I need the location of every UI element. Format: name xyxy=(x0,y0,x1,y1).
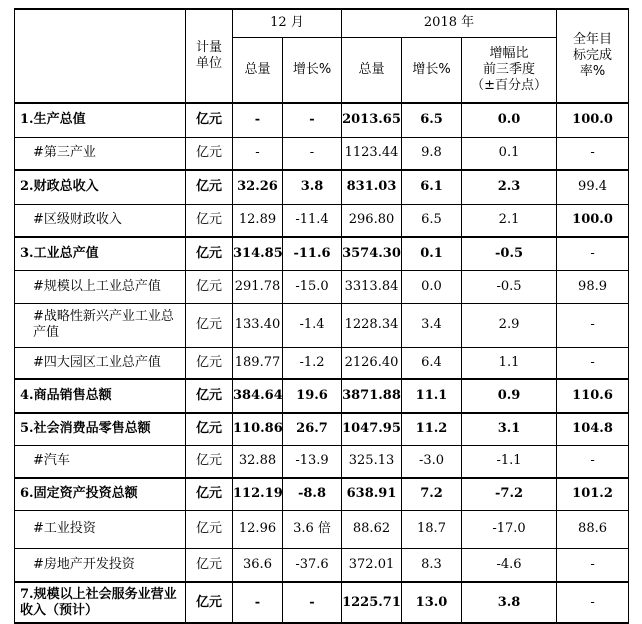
header-year-total: 总量 xyxy=(342,37,402,103)
header-unit-line2: 单位 xyxy=(195,56,222,71)
row-change: -17.0 xyxy=(462,510,557,548)
row-unit: 亿元 xyxy=(186,478,233,510)
table-row xyxy=(15,413,629,445)
row-year-growth: 0.0 xyxy=(402,270,462,303)
row-change: -0.5 xyxy=(462,237,557,270)
row-target: 104.8 xyxy=(557,413,629,445)
row-target: - xyxy=(557,445,629,478)
row-dec-total: 314.85 xyxy=(233,237,283,270)
row-unit: 亿元 xyxy=(186,237,233,270)
row-dec-total: 36.6 xyxy=(233,548,283,582)
row-dec-total: 12.89 xyxy=(233,204,283,237)
row-target: 100.0 xyxy=(557,204,629,237)
row-change: -7.2 xyxy=(462,478,557,510)
row-year-total: 3871.88 xyxy=(342,379,402,413)
row-unit: 亿元 xyxy=(186,103,233,137)
row-change: 2.9 xyxy=(462,303,557,347)
header-unit xyxy=(186,9,233,103)
row-dec-growth: - xyxy=(283,582,342,623)
row-dec-total: 189.77 xyxy=(233,347,283,379)
header-unit-line1: 计量 xyxy=(195,40,222,55)
row-unit: 亿元 xyxy=(186,270,233,303)
header-indicator-cell xyxy=(15,9,186,103)
table-row xyxy=(15,270,629,303)
row-dec-growth: -11.6 xyxy=(283,237,342,270)
row-year-growth: 13.0 xyxy=(402,582,462,623)
row-year-total: 372.01 xyxy=(342,548,402,582)
row-dec-total: - xyxy=(233,103,283,137)
table-row xyxy=(15,237,629,270)
row-label: 4.商品销售总额 xyxy=(15,379,186,413)
row-dec-total: 32.88 xyxy=(233,445,283,478)
row-change: 0.1 xyxy=(462,137,557,170)
row-year-growth: 9.8 xyxy=(402,137,462,170)
row-unit: 亿元 xyxy=(186,582,233,623)
row-target: 101.2 xyxy=(557,478,629,510)
row-label: #汽车 xyxy=(15,445,186,478)
row-year-total: 3313.84 xyxy=(342,270,402,303)
row-unit: 亿元 xyxy=(186,303,233,347)
row-dec-growth: - xyxy=(283,137,342,170)
row-year-growth: 18.7 xyxy=(402,510,462,548)
row-target: 88.6 xyxy=(557,510,629,548)
row-label: #四大园区工业总产值 xyxy=(15,347,186,379)
row-dec-growth: -1.2 xyxy=(283,347,342,379)
row-change: 2.3 xyxy=(462,170,557,204)
row-year-growth: 11.2 xyxy=(402,413,462,445)
row-unit: 亿元 xyxy=(186,413,233,445)
row-year-total: 3574.30 xyxy=(342,237,402,270)
row-target: - xyxy=(557,303,629,347)
row-year-growth: 6.5 xyxy=(402,103,462,137)
row-unit: 亿元 xyxy=(186,347,233,379)
row-year-total: 831.03 xyxy=(342,170,402,204)
row-dec-total: 112.19 xyxy=(233,478,283,510)
table-row xyxy=(15,379,629,413)
row-dec-growth: -13.9 xyxy=(283,445,342,478)
row-label: #规模以上工业总产值 xyxy=(15,270,186,303)
row-label: #工业投资 xyxy=(15,510,186,548)
row-target: - xyxy=(557,582,629,623)
row-unit: 亿元 xyxy=(186,548,233,582)
row-label: #战略性新兴产业工业总产值 xyxy=(15,303,186,347)
row-dec-growth: 19.6 xyxy=(283,379,342,413)
table-row xyxy=(15,137,629,170)
header-dec-growth: 增长% xyxy=(283,37,342,103)
table-row xyxy=(15,103,629,137)
row-year-growth: -3.0 xyxy=(402,445,462,478)
header-target-line1: 全年目 xyxy=(573,32,613,47)
row-change: 0.0 xyxy=(462,103,557,137)
row-dec-total: 291.78 xyxy=(233,270,283,303)
header-year-growth: 增长% xyxy=(402,37,462,103)
row-year-total: 296.80 xyxy=(342,204,402,237)
row-year-total: 2013.65 xyxy=(342,103,402,137)
row-label: 2.财政总收入 xyxy=(15,170,186,204)
row-change: 1.1 xyxy=(462,347,557,379)
row-change: -4.6 xyxy=(462,548,557,582)
row-target: 99.4 xyxy=(557,170,629,204)
row-label: #第三产业 xyxy=(15,137,186,170)
row-target: - xyxy=(557,137,629,170)
row-label: 6.固定资产投资总额 xyxy=(15,478,186,510)
row-dec-growth: 3.8 xyxy=(283,170,342,204)
row-change: -1.1 xyxy=(462,445,557,478)
header-change-line2: 前三季度 xyxy=(483,61,536,77)
row-label: #区级财政收入 xyxy=(15,204,186,237)
table-row xyxy=(15,548,629,582)
row-change: 3.8 xyxy=(462,582,557,623)
row-unit: 亿元 xyxy=(186,204,233,237)
row-year-total: 638.91 xyxy=(342,478,402,510)
row-label: #房地产开发投资 xyxy=(15,548,186,582)
row-change: 2.1 xyxy=(462,204,557,237)
row-year-growth: 6.4 xyxy=(402,347,462,379)
row-target: 98.9 xyxy=(557,270,629,303)
row-year-growth: 6.5 xyxy=(402,204,462,237)
row-dec-growth: -37.6 xyxy=(283,548,342,582)
row-dec-growth: 26.7 xyxy=(283,413,342,445)
row-year-total: 325.13 xyxy=(342,445,402,478)
table-row xyxy=(15,347,629,379)
table-row xyxy=(15,445,629,478)
header-target-line2: 标完成 xyxy=(573,48,613,63)
table-row xyxy=(15,478,629,510)
row-dec-total: 384.64 xyxy=(233,379,283,413)
row-target: - xyxy=(557,237,629,270)
row-year-total: 1047.95 xyxy=(342,413,402,445)
header-change-line1: 增幅比 xyxy=(489,45,529,61)
row-year-growth: 7.2 xyxy=(402,478,462,510)
row-dec-growth: -8.8 xyxy=(283,478,342,510)
row-dec-total: 133.40 xyxy=(233,303,283,347)
row-unit: 亿元 xyxy=(186,445,233,478)
row-target: 110.6 xyxy=(557,379,629,413)
row-dec-total: - xyxy=(233,137,283,170)
row-target: 100.0 xyxy=(557,103,629,137)
statistics-table xyxy=(14,8,629,624)
header-year-2018: 2018 年 xyxy=(342,9,557,37)
row-dec-growth: - xyxy=(283,103,342,137)
row-year-total: 1225.71 xyxy=(342,582,402,623)
row-target: - xyxy=(557,347,629,379)
row-target: - xyxy=(557,548,629,582)
row-year-growth: 6.1 xyxy=(402,170,462,204)
row-dec-total: 32.26 xyxy=(233,170,283,204)
row-year-total: 1228.34 xyxy=(342,303,402,347)
row-change: 0.9 xyxy=(462,379,557,413)
row-year-growth: 3.4 xyxy=(402,303,462,347)
row-unit: 亿元 xyxy=(186,137,233,170)
row-dec-total: 110.86 xyxy=(233,413,283,445)
row-dec-growth: -1.4 xyxy=(283,303,342,347)
row-change: -0.5 xyxy=(462,270,557,303)
row-change: 3.1 xyxy=(462,413,557,445)
row-label: 1.生产总值 xyxy=(15,103,186,137)
row-label: 5.社会消费品零售总额 xyxy=(15,413,186,445)
row-year-total: 2126.40 xyxy=(342,347,402,379)
table-row xyxy=(15,303,629,347)
row-unit: 亿元 xyxy=(186,510,233,548)
table-row xyxy=(15,582,629,623)
row-year-growth: 0.1 xyxy=(402,237,462,270)
table-row xyxy=(15,204,629,237)
row-dec-growth: -11.4 xyxy=(283,204,342,237)
row-label: 7.规模以上社会服务业营业收入（预计） xyxy=(15,582,186,623)
header-change-line3: （±百分点） xyxy=(471,77,547,93)
row-year-growth: 8.3 xyxy=(402,548,462,582)
row-year-total: 1123.44 xyxy=(342,137,402,170)
header-dec-total: 总量 xyxy=(233,37,283,103)
row-label: 3.工业总产值 xyxy=(15,237,186,270)
row-year-total: 88.62 xyxy=(342,510,402,548)
row-dec-total: - xyxy=(233,582,283,623)
row-dec-growth: -15.0 xyxy=(283,270,342,303)
table-row xyxy=(15,510,629,548)
row-dec-total: 12.96 xyxy=(233,510,283,548)
table-row xyxy=(15,170,629,204)
row-unit: 亿元 xyxy=(186,170,233,204)
header-target-line3: 率% xyxy=(579,64,606,79)
row-unit: 亿元 xyxy=(186,379,233,413)
header-december: 12 月 xyxy=(233,9,342,37)
row-year-growth: 11.1 xyxy=(402,379,462,413)
header-target xyxy=(557,9,629,103)
header-change xyxy=(462,37,557,103)
row-dec-growth: 3.6 倍 xyxy=(283,510,342,548)
